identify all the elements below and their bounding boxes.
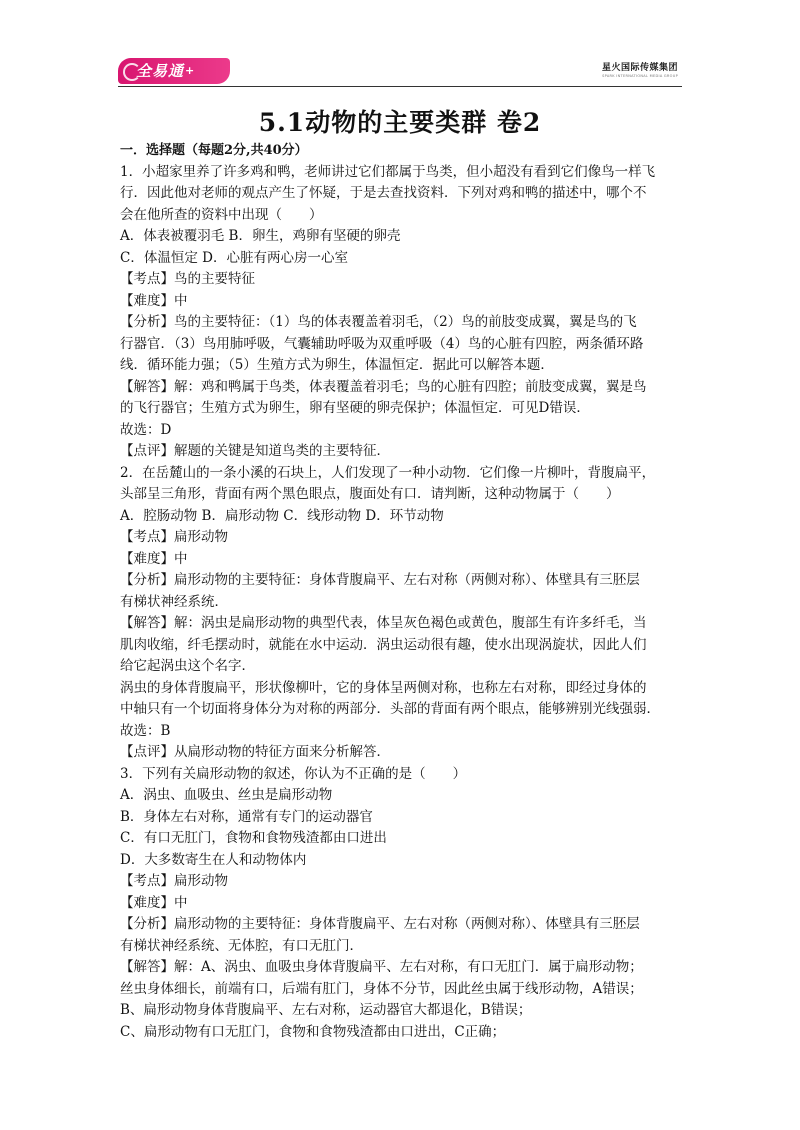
text-line: 肌肉收缩，纤毛摆动时，就能在水中运动．涡虫运动很有趣，使水出现涡旋状，因此人们 [120,636,647,653]
document-body [120,140,682,1043]
text-line: 丝虫身体细长，前端有口，后端有肛门，身体不分节，因此丝虫属于线形动物，A错误； [120,980,643,997]
text-line: 【解答】解：涡虫是扁形动物的典型代表，体呈灰色褐色或黄色，腹部生有许多纤毛，当 [120,615,647,631]
text-line: A．体表被覆羽毛 B．卵生，鸡卵有坚硬的卵壳 [120,228,401,244]
text-line: 线．循环能力强；（5）生殖方式为卵生，体温恒定．据此可以解答本题． [120,357,554,373]
text-line: 【分析】扁形动物的主要特征：身体背腹扁平、左右对称（两侧对称）、体壁具有三胚层 [120,916,640,932]
text-line: 【分析】扁形动物的主要特征：身体背腹扁平、左右对称（两侧对称）、体壁具有三胚层 [120,572,640,588]
text-line: 有梯状神经系统． [120,593,228,610]
text-line: 涡虫的身体背腹扁平，形状像柳叶，它的身体呈两侧对称，也称左右对称，即经过身体的 [120,679,647,696]
text-line: 【解答】解：A、涡虫、血吸虫身体背腹扁平、左右对称，有口无肛门．属于扁形动物； [120,959,643,975]
document-title: 5.1动物的主要类群 卷2 [258,108,542,137]
text-line: 行．因此他对老师的观点产生了怀疑，于是去查找资料．下列对鸡和鸭的描述中，哪个不 [120,185,647,201]
header-divider [118,86,682,87]
text-line: 会在他所查的资料中出现（ ） [120,206,323,223]
text-line: 1．小超家里养了许多鸡和鸭，老师讲过它们都属于鸟类，但小超没有看到它们像鸟一样飞 [120,163,656,180]
text-line: C、扁形动物有口无肛门，食物和食物残渣都由口进出，C正确； [120,1023,506,1040]
text-line: 【考点】扁形动物 [120,873,228,889]
text-line: B．身体左右对称，通常有专门的运动器官 [120,808,373,825]
text-line: 【难度】中 [120,292,188,309]
text-line: 头部呈三角形，背面有两个黑色眼点，腹面处有口．请判断，这种动物属于（ ） [120,486,620,502]
text-line: C．有口无肛门，食物和食物残渣都由口进出 [120,830,387,846]
text-line: A．涡虫、血吸虫、丝虫是扁形动物 [120,787,333,803]
text-line: 有梯状神经系统、无体腔，有口无肛门． [120,937,363,954]
text-line: 行器官．（3）鸟用肺呼吸，气囊辅助呼吸为双重呼吸（4）鸟的心脏有四腔，两条循环路 [120,335,644,352]
text-line: B、扁形动物身体背腹扁平、左右对称，运动器官大都退化，B错误； [120,1002,532,1018]
question-text [120,162,682,1044]
text-line: 【点评】解题的关键是知道鸟类的主要特征． [120,443,390,459]
text-line: C．体温恒定 D．心脏有两心房一心室 [120,249,348,266]
text-line: 的飞行器官；生殖方式为卵生，卵有坚硬的卵壳保护；体温恒定．可见D错误． [120,400,590,416]
text-line: 2．在岳麓山的一条小溪的石块上，人们发现了一种小动物．它们像一片柳叶，背腹扁平， [120,464,656,481]
logo-plus: + [185,64,196,77]
text-line: 【点评】从扁形动物的特征方面来分析解答． [120,744,390,760]
section-heading: 一．选择题（每题2分,共40分） [120,143,308,158]
text-line: 【考点】鸟的主要特征 [120,271,255,287]
text-line: 中轴只有一个切面将身体分为对称的两部分．头部的背面有两个眼点，能够辨别光线强弱． [120,701,660,717]
text-line: 故选：D [120,421,172,438]
text-line: 故选：B [120,722,171,739]
logo-text: 全易通 [136,62,185,80]
text-line: 3．下列有关扁形动物的叙述，你认为不正确的是（ ） [120,765,467,782]
text-line: 给它起涡虫这个名字． [120,658,255,674]
publisher-brand [602,60,678,78]
text-line: 【解答】解：鸡和鸭属于鸟类，体表覆盖着羽毛；鸟的心脏有四腔；前肢变成翼，翼是鸟 [120,378,647,395]
logo-swirl-icon [123,63,141,81]
text-line: 【分析】鸟的主要特征：（1）鸟的体表覆盖着羽毛，（2）鸟的前肢变成翼，翼是鸟的飞 [120,314,637,330]
text-line: 【难度】中 [120,894,188,911]
page-header [0,0,800,92]
text-line: A．腔肠动物 B．扁形动物 C．线形动物 D．环节动物 [120,507,444,524]
text-line: 【考点】扁形动物 [120,529,228,545]
publisher-name: 星火国际传媒集团 [601,63,678,73]
text-line: 【难度】中 [120,550,188,567]
publisher-subtitle: SPARK INTERNATIONAL MEDIA GROUP [602,74,678,78]
text-line: D．大多数寄生在人和动物体内 [120,851,307,868]
